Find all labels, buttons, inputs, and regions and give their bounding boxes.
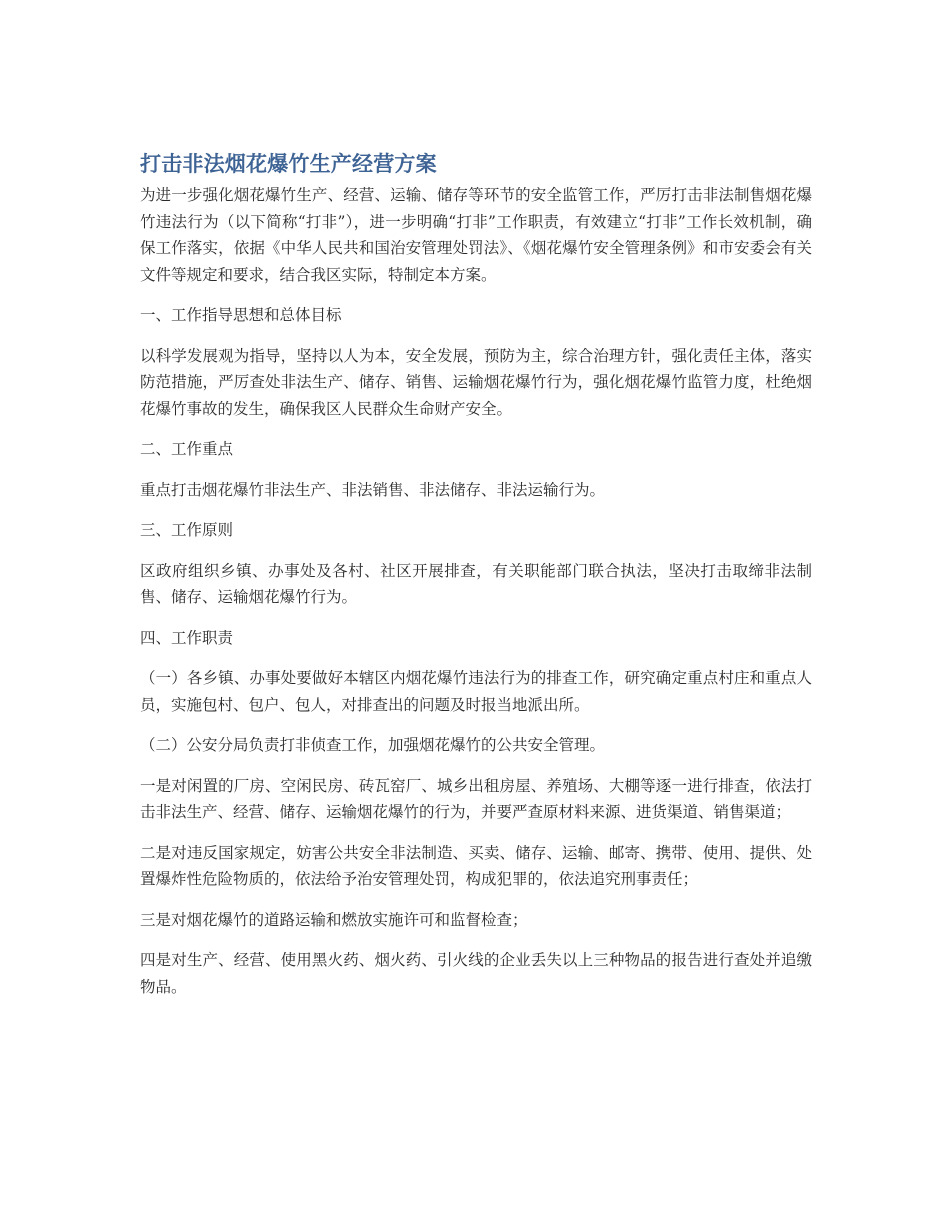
section-3-paragraph: 区政府组织乡镇、办事处及各村、社区开展排查，有关职能部门联合执法，坚决打击取缔非法制售、储存、运输烟花爆竹行为。 — [140, 561, 812, 606]
section-heading-4: 四、工作职责 — [140, 628, 234, 647]
document-page — [140, 148, 812, 1014]
document-title: 打击非法烟花爆竹生产经营方案 — [140, 152, 437, 176]
section-heading-2: 二、工作重点 — [140, 440, 234, 458]
intro-paragraph: 为进一步强化烟花爆竹生产、经营、运输、储存等环节的安全监管工作，严厉打击非法制售烟花爆竹违法行为（以下简称“打非”），进一步明确“打非”工作职责，有效建立“打非”工作长效机制，确保工作落实，依据《中华人民共和国治安管理处罚法》、《烟花爆竹安全管理条例》和市安委会有关文件等规定和要求，结合我区实际，特制定本方案。 — [140, 186, 812, 284]
police-task-1-paragraph: 一是对闲置的厂房、空闲民房、砖瓦窑厂、城乡出租房屋、养殖场、大棚等逐一进行排查，依法打击非法生产、经营、储存、运输烟花爆竹的行为，并要严查原材料来源、进货渠道、销售渠道； — [140, 776, 812, 821]
section-heading-1: 一、工作指导思想和总体目标 — [140, 306, 342, 324]
duty-item-2-paragraph: （二）公安分局负责打非侦查工作，加强烟花爆竹的公共安全管理。 — [140, 736, 606, 754]
police-task-4-paragraph: 四是对生产、经营、使用黑火药、烟火药、引火线的企业丢失以上三种物品的报告进行查处并追缴物品。 — [140, 951, 812, 996]
section-1-paragraph: 以科学发展观为指导，坚持以人为本，安全发展，预防为主，综合治理方针，强化责任主体，落实防范措施，严厉查处非法生产、储存、销售、运输烟花爆竹行为，强化烟花爆竹监管力度，杜绝烟花爆竹事故的发生，确保我区人民群众生命财产安全。 — [140, 346, 812, 418]
police-task-3-paragraph: 三是对烟花爆竹的道路运输和燃放实施许可和监督检查； — [140, 910, 528, 929]
section-heading-3: 三、工作原则 — [140, 521, 234, 539]
police-task-2-paragraph: 二是对违反国家规定，妨害公共安全非法制造、买卖、储存、运输、邮寄、携带、使用、提供、处置爆炸性危险物质的，依法给予治安管理处罚，构成犯罪的，依法追究刑事责任； — [140, 843, 812, 888]
section-2-paragraph: 重点打击烟花爆竹非法生产、非法销售、非法储存、非法运输行为。 — [140, 480, 606, 499]
duty-item-1-paragraph: （一）各乡镇、办事处要做好本辖区内烟花爆竹违法行为的排查工作，研究确定重点村庄和重点人员，实施包村、包户、包人，对排查出的问题及时报当地派出所。 — [140, 669, 812, 714]
